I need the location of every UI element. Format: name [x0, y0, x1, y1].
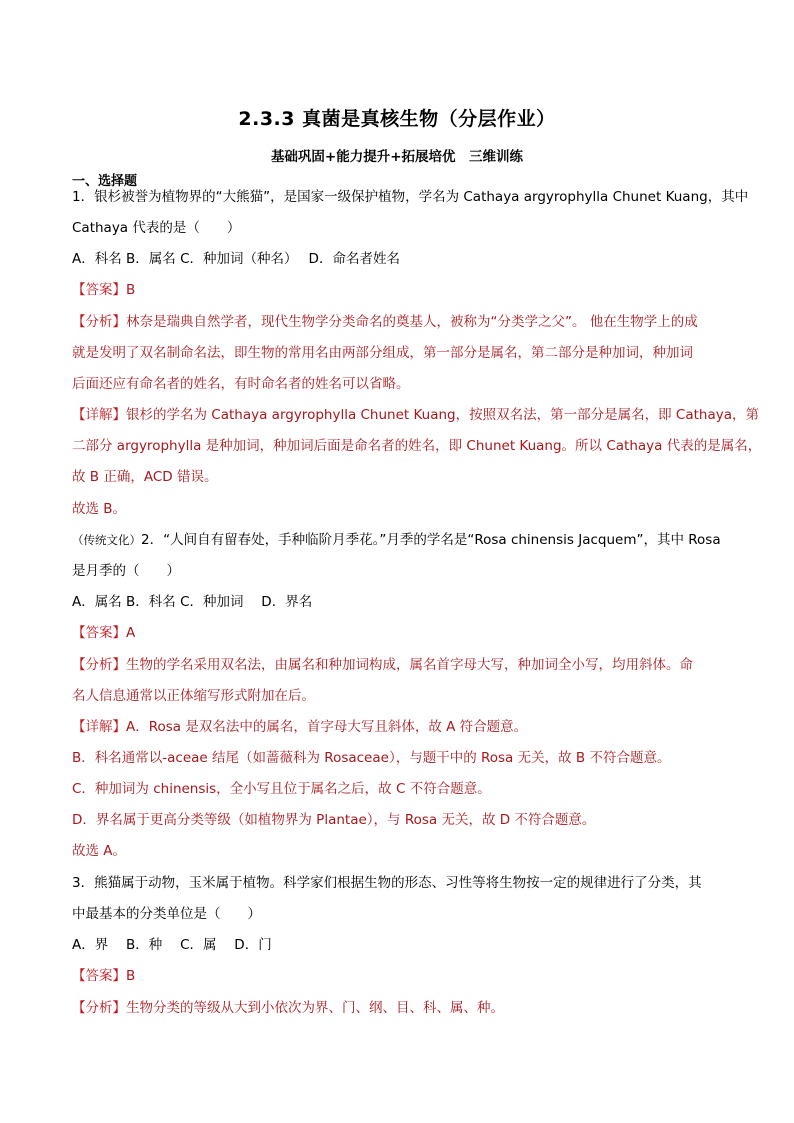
line-text: 故选 B。: [72, 501, 127, 517]
line-text: 生物分类的等级从大到小依次为界、门、纲、目、科、属、种。: [126, 1000, 504, 1016]
line-text: A: [126, 625, 136, 641]
line-text: 3．熊猫属于动物，玉米属于植物。科学家们根据生物的形态、习性等将生物按一定的规律进行了分类，其: [72, 875, 702, 891]
answer-tag: 【分析】: [72, 657, 126, 673]
page-title: 2.3.3 真菌是真核生物（分层作业）: [238, 108, 556, 130]
explanation-line: [72, 842, 732, 860]
explanation-line: [72, 780, 732, 798]
section-heading: 一、选择题: [72, 174, 138, 189]
answer-tag: 【答案】: [72, 968, 126, 984]
answer-tag: 【分析】: [72, 1000, 126, 1016]
line-text: 生物的学名采用双名法，由属名和种加词构成，属名首字母大写，种加词全小写，均用斜体。命: [126, 657, 693, 673]
page-subtitle: 基础巩固+能力提升+拓展培优 三维训练: [270, 149, 524, 165]
answer-tag: 【详解】: [72, 719, 126, 735]
line-text: 1．银杉被誉为植物界的“大熊猫”，是国家一级保护植物，学名为 Cathaya argyrophylla Chunet Kuang，其中: [72, 189, 749, 205]
line-text: A．科名 B．属名 C．种加词（种名） D．命名者姓名: [72, 251, 400, 267]
question-line: [72, 250, 732, 268]
line-text: Cathaya 代表的是（ ）: [72, 220, 241, 236]
answer-tag: 【分析】: [72, 314, 126, 330]
line-text: B: [126, 968, 136, 984]
line-text: 故 B 正确，ACD 错误。: [72, 469, 218, 485]
line-text: D．界名属于更高分类等级（如植物界为 Plantae），与 Rosa 无关，故 D 不符合题意。: [72, 812, 596, 828]
annotation-line: [72, 967, 732, 985]
question-line: [72, 219, 732, 237]
line-text: A．Rosa 是双名法中的属名，首字母大写且斜体，故 A 符合题意。: [126, 719, 528, 735]
explanation-line: [72, 811, 732, 829]
line-text: A．界 B．种 C．属 D．门: [72, 937, 272, 953]
line-text: 故选 A。: [72, 843, 127, 859]
annotation-line: [72, 656, 732, 674]
question-line: [72, 188, 749, 206]
explanation-line: [72, 749, 732, 767]
line-text: 林奈是瑞典自然学者，现代生物学分类命名的奠基人，被称为“分类学之父”。 他在生物学上的成: [126, 314, 698, 330]
explanation-line: [72, 375, 732, 393]
question-category-tag: （传统文化）: [72, 533, 141, 547]
question-line: [72, 562, 732, 580]
line-text: B: [126, 282, 136, 298]
explanation-line: [72, 468, 732, 486]
explanation-line: [72, 437, 762, 455]
annotation-line: [72, 999, 732, 1017]
answer-tag: 【详解】: [72, 407, 126, 423]
line-text: 二部分 argyrophylla 是种加词，种加词后面是命名者的姓名，即 Chunet Kuang。所以 Cathaya 代表的是属名，: [72, 438, 762, 454]
line-text: 是月季的（ ）: [72, 563, 180, 579]
line-text: 银杉的学名为 Cathaya argyrophylla Chunet Kuang，按照双名法，第一部分是属名，即 Cathaya，第: [126, 407, 759, 423]
annotation-line: [72, 718, 732, 736]
line-text: C．种加词为 chinensis，全小写且位于属名之后，故 C 不符合题意。: [72, 781, 491, 797]
explanation-line: [72, 500, 732, 518]
annotation-line: [72, 313, 732, 331]
line-text: 名人信息通常以正体缩写形式附加在后。: [72, 688, 315, 704]
line-text: 中最基本的分类单位是（ ）: [72, 906, 261, 922]
question-line: [72, 905, 732, 923]
question-line: [72, 593, 732, 611]
annotation-line: [72, 281, 732, 299]
question-line: [72, 874, 732, 892]
line-text: B．科名通常以-aceae 结尾（如蔷薇科为 Rosaceae），与题干中的 Rosa 无关，故 B 不符合题意。: [72, 750, 671, 766]
question-line: [72, 531, 732, 549]
annotation-line: [72, 624, 732, 642]
line-text: 2．“人间自有留春处，手种临阶月季花。”月季的学名是“Rosa chinensis Jacquem”，其中 Rosa: [141, 532, 721, 548]
line-text: A．属名 B．科名 C．种加词 D．界名: [72, 594, 313, 610]
explanation-line: [72, 344, 732, 362]
annotation-line: [72, 406, 759, 424]
line-text: 后面还应有命名者的姓名，有时命名者的姓名可以省略。: [72, 376, 410, 392]
answer-tag: 【答案】: [72, 282, 126, 298]
line-text: 就是发明了双名制命名法，即生物的常用名由两部分组成，第一部分是属名，第二部分是种加词，种加词: [72, 345, 693, 361]
answer-tag: 【答案】: [72, 625, 126, 641]
question-line: [72, 936, 732, 954]
explanation-line: [72, 687, 732, 705]
